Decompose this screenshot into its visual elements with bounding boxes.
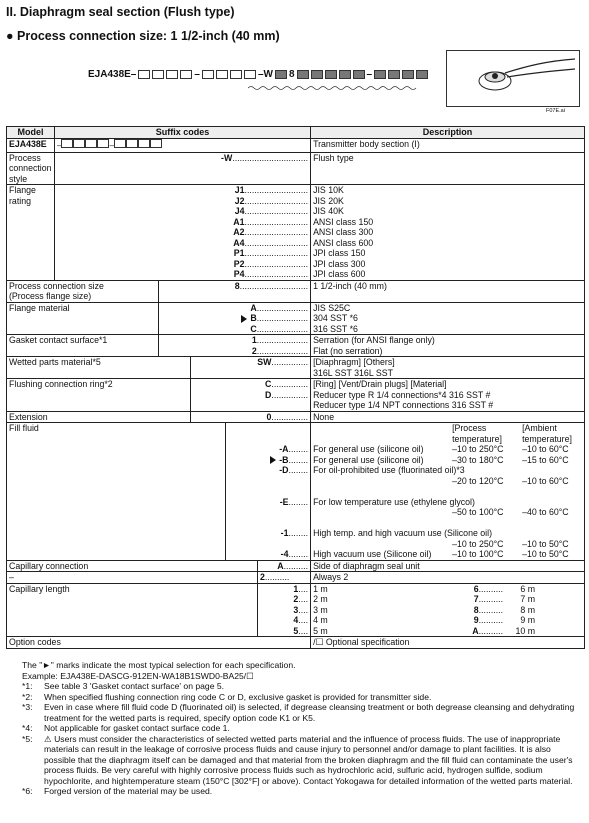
fill-fluid-desc: [Process temperature] [Ambient temperature] For general use (silicone oil) –10 to 250°C –10 to 60°C For general use (silicone oil) –30 to 180°C –15 to 60°C For oil-prohibited use (fluorinated oil)*3 –20 to 120°C –10 to 60°C For low temperature use (ethylene glycol) –50 to 100°C –40 to 60°C High temp. and high vacuum use (Silicone oil) –10 to 250°C –10 to 50°C High vacuum use (Silicone oil) –10 to 100°C –10 to 50°C: [311, 423, 585, 561]
model-suffix-table: Model Suffix codes Description EJA438E – – Transmitter body section (I) Process connection style -W............................... Flush type Flange rating J1.......................... J2.......................... J4.......................... A1.......................... A2.......................... A4.......................... P1.......................... P2.......................... P4.......................... JIS 10K JIS 20K JIS 40K ANSI class 150 ANSI class 300 ANSI class 600 JPI class 150 JPI class 300 JPI class 600 Process connection size (Process flange size) 8............................ 1 1/2-inch (40 mm) Flange material A..................... B..................... C..................... JIS S25C 304 SST *6 316 SST *6 Gasket contact surface*1 1..................... 2..................... Serration (for ANSI flange only) Flat (no serration) Wetted parts material*5 SW............... [Diaphragm] [Others] 316L SST 316L SST Flushing connection ring*2 C............... D............... [Ring] [Vent/Drain plugs] [Material] Reducer type R 1/4 connections*4 316 SST # Reducer type 1/4 NPT connections 316 SST # Extension 0............... None Fill fluid -A........ -B........ -D........ -E........ -1........ -4........ [Process temperature] [Ambient temperature] For general use (silicone oil) –10 to 250°C –10 to 60°C For general use (silicone oil) –30 to 180°C –15 to 60°C For oil-prohibited use (fluorinated oil)*3 –20 to 120°C –10 to 60°C For low temperature use (ethylene glycol) –50 to 100°C –40 to 60°C High temp. and high vacuum use (Silicone oil) –10 to 250°C –10 to 50°C High vacuum use (Silicone oil) –10 to 100°C –10 to 50°C Capillary connection A.......... Side of diaphragm seal unit – 2.......... Always 2 Capillary length 1.... 2.... 3.... 4.... 5.... 1 m 6.......... 6 m 2 m 7.......... 7 m 3 m 8.......... 8 m 4 m 9.......... 9 m 5 m A.......... 10 m Option codes /☐ Optional specification: [6, 126, 585, 649]
diaphragm-seal-illustration: [446, 50, 580, 107]
footnote-item: *1: See table 3 'Gasket contact surface' on page 5.: [22, 681, 225, 691]
suffix-code: SW...............: [191, 357, 311, 379]
wavy-underline: [248, 85, 418, 91]
table-row: [7, 280, 585, 302]
fill-fluid-codes: -A........ -B........ -D........ -E........ -1........ -4........: [226, 423, 311, 561]
row-desc: JIS 10K JIS 20K JIS 40K ANSI class 150 ANSI class 300 ANSI class 600 JPI class 150 JPI class 300 JPI class 600: [311, 185, 585, 281]
model-cell: EJA438E: [7, 139, 55, 153]
suffix-code: A..................... B..................... C.....................: [159, 302, 311, 335]
code-dash: –: [366, 69, 373, 80]
row-desc: Serration (for ANSI flange only) Flat (no serration): [311, 335, 585, 357]
row-label: Wetted parts material*5: [7, 357, 191, 379]
row-label: Extension: [7, 411, 191, 423]
table-row: [7, 302, 585, 335]
footnote-item: *5: ⚠ Users must consider the characteristics of selected wetted parts material and the influence of process fluids. The use of inappropriate materials can result in the leakage of corrosive process fluids and cause injury to personnel and/or damage to plant facilities. It is also possible that the diaphragm itself can be damaged and that material from the broken diaphragm and the fill fluid can contaminate the user's process fluids. Be very careful with highly corrosive process fluids such as hydrochloric acid, sulfuric acid, hydrogen sulfide, sodium hypochlorite, and hightemperature steam (150°C [302°F] or above). Contact Yokogawa for detailed information of the wetted parts material.: [22, 733, 573, 786]
row-label: Flange rating: [7, 185, 55, 281]
suffix-code: 0...............: [191, 411, 311, 423]
row-desc: 1 1/2-inch (40 mm): [311, 280, 585, 302]
row-desc: Side of diaphragm seal unit: [311, 560, 585, 572]
table-row: [7, 423, 585, 561]
model-code-line: [88, 69, 428, 80]
table-header: Description: [311, 127, 585, 139]
suffix-code: C............... D...............: [191, 379, 311, 412]
table-row: [7, 185, 585, 281]
table-header: Suffix codes: [55, 127, 311, 139]
capillary-length-desc: 1 m 6.......... 6 m 2 m 7.......... 7 m 3 m 8.......... 8 m 4 m 9.......... 9 m 5 m A.......... 10 m: [311, 583, 585, 637]
section-subheading: ● Process connection size: 1 1/2-inch (40 mm): [6, 29, 280, 43]
table-row: [7, 335, 585, 357]
code-dash: –: [194, 69, 200, 80]
suffix-code: J1.......................... J2.......................... J4.......................... A1.......................... A2.......................... A4.......................... P1.......................... P2.......................... P4..........................: [55, 185, 311, 281]
row-label: Capillary length: [7, 583, 258, 637]
suffix-code: 1..................... 2.....................: [159, 335, 311, 357]
row-desc: None: [311, 411, 585, 423]
row-desc: JIS S25C 304 SST *6 316 SST *6: [311, 302, 585, 335]
row-label: Fill fluid: [7, 423, 226, 561]
row-desc: [Diaphragm] [Others] 316L SST 316L SST: [311, 357, 585, 379]
row-desc: Always 2: [311, 572, 585, 584]
suffix-code: 2..........: [258, 572, 311, 584]
row-label: Gasket contact surface*1: [7, 335, 159, 357]
table-row: [7, 152, 585, 185]
code-w: –W: [257, 69, 273, 80]
table-row: [7, 379, 585, 412]
footnote-item: *2: When specified flushing connection ring code C or D, exclusive gasket is provided for transmitter side.: [22, 691, 432, 702]
footnote-item: *3: Even in case where fill fluid code D (fluorinated oil) is selected, if degrease cleansing treatment or both degrease cleansing and dehydrating treatment for the wetted parts is required, specify option code K1 or K5.: [22, 702, 575, 723]
mark-note: The "►" marks indicate the most typical selection for each specification.: [22, 660, 296, 670]
row-desc: Flush type: [311, 152, 585, 185]
row-desc: /☐ Optional specification: [311, 637, 585, 649]
row-label: –: [7, 572, 258, 584]
row-label: Process connection style: [7, 152, 55, 185]
suffix-code: A..........: [258, 560, 311, 572]
suffix-code: -W...............................: [55, 152, 311, 185]
row-label: Process connection size (Process flange size): [7, 280, 159, 302]
table-row: [7, 357, 585, 379]
section-heading: II. Diaphragm seal section (Flush type): [6, 5, 235, 19]
example-code: Example: EJA438E-DASCG-912EN-WA18B1SWD0-BA25/☐: [22, 670, 254, 681]
table-row: [7, 411, 585, 423]
figure-id: F07E.ai: [546, 108, 565, 114]
footnote-item: *6: Forged version of the material may be used.: [22, 786, 213, 796]
model-desc: Transmitter body section (I): [311, 139, 585, 153]
footnotes: [22, 660, 582, 797]
footnote-item: *4: Not applicable for gasket contact surface code 1.: [22, 723, 230, 733]
model-code-prefix: EJA438E–: [88, 69, 137, 80]
code-eight: 8: [288, 69, 295, 80]
suffix-code: 8............................: [159, 280, 311, 302]
row-label: Option codes: [7, 637, 311, 649]
row-desc: [Ring] [Vent/Drain plugs] [Material] Reducer type R 1/4 connections*4 316 SST # Reducer type 1/4 NPT connections 316 SST #: [311, 379, 585, 412]
row-label: Flange material: [7, 302, 159, 335]
capillary-length-codes: 1.... 2.... 3.... 4.... 5....: [258, 583, 311, 637]
row-label: Capillary connection: [7, 560, 258, 572]
row-label: Flushing connection ring*2: [7, 379, 191, 412]
table-header: Model: [7, 127, 55, 139]
